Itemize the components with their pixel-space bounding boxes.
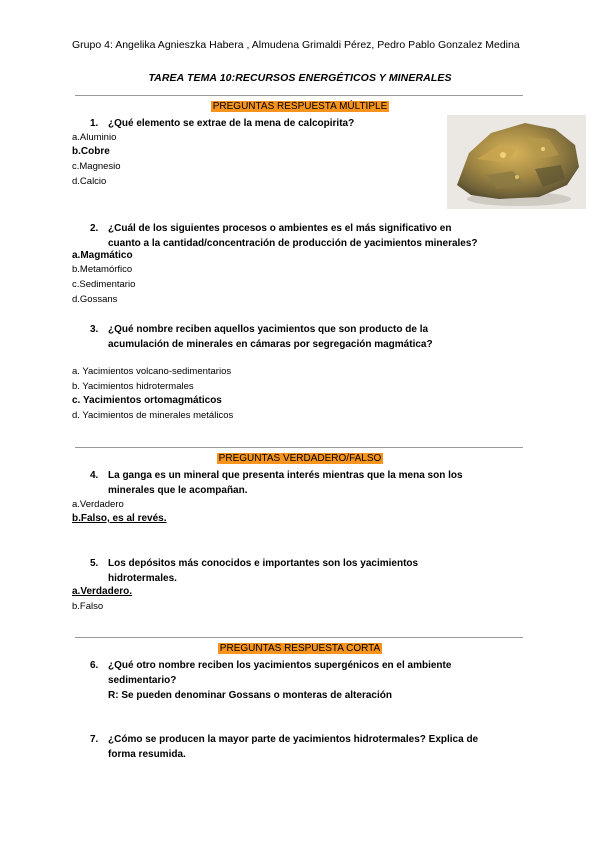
section-heading-multiple-choice xyxy=(0,101,600,112)
answer-option-correct: b.Cobre xyxy=(72,146,110,157)
question-text-line: ¿Cómo se producen la mayor parte de yacimientos hidrotermales? Explica de xyxy=(108,734,479,745)
answer-option: d. Yacimientos de minerales metálicos xyxy=(72,410,234,421)
divider xyxy=(75,637,523,638)
answer-option: b.Falso xyxy=(72,601,104,612)
question-text xyxy=(108,556,418,586)
question-number: 3. xyxy=(90,324,99,335)
answer-option: b. Yacimientos hidrotermales xyxy=(72,381,194,392)
question-number: 2. xyxy=(90,223,99,234)
answer-option: a.Aluminio xyxy=(72,132,117,143)
question-text-line: La ganga es un mineral que presenta interés mientras que la mena son los xyxy=(108,470,463,481)
question-number: 1. xyxy=(90,118,99,129)
divider xyxy=(75,447,523,448)
section-heading-label: PREGUNTAS RESPUESTA MÚLTIPLE xyxy=(212,101,388,112)
question-text-line: cuanto a la cantidad/concentración de producción de yacimientos minerales? xyxy=(108,238,478,249)
answer-option: c.Magnesio xyxy=(72,161,121,172)
question-text xyxy=(108,658,451,703)
question-text xyxy=(108,468,463,498)
question-text: ¿Qué elemento se extrae de la mena de calcopirita? xyxy=(108,118,355,129)
question-text-line: ¿Qué otro nombre reciben los yacimientos supergénicos en el ambiente xyxy=(108,660,452,671)
answer-option: a. Yacimientos volcano-sedimentarios xyxy=(72,366,232,377)
section-heading-short-answer xyxy=(0,643,600,654)
document-title: TAREA TEMA 10:RECURSOS ENERGÉTICOS Y MINERALES xyxy=(148,72,452,84)
answer-option: b.Metamórfico xyxy=(72,264,133,275)
divider xyxy=(75,95,523,96)
question-text xyxy=(108,322,433,352)
question-text-line: minerales que le acompañan. xyxy=(108,485,248,496)
section-heading-true-false xyxy=(0,453,600,464)
answer-option-correct: a.Verdadero. xyxy=(72,586,133,597)
answer-option: d.Calcio xyxy=(72,176,107,187)
answer-option-correct: c. Yacimientos ortomagmáticos xyxy=(72,395,222,406)
question-number: 4. xyxy=(90,470,99,481)
question-number: 6. xyxy=(90,660,99,671)
question-text-line: ¿Cuál de los siguientes procesos o ambientes es el más significativo en xyxy=(108,223,452,234)
mineral-rock-illustration xyxy=(447,115,586,209)
answer-option: a.Verdadero xyxy=(72,499,124,510)
answer-option-correct: a.Magmático xyxy=(72,250,133,261)
answer-option: d.Gossans xyxy=(72,294,118,305)
question-text-line: sedimentario? xyxy=(108,675,177,686)
question-text-line: hidrotermales. xyxy=(108,573,177,584)
short-answer-response: R: Se pueden denominar Gossans o monteras de alteración xyxy=(108,690,392,701)
section-heading-label: PREGUNTAS RESPUESTA CORTA xyxy=(219,643,381,654)
question-text xyxy=(108,221,478,251)
question-number: 5. xyxy=(90,558,99,569)
question-number: 7. xyxy=(90,734,99,745)
answer-option-correct: b.Falso, es al revés. xyxy=(72,513,167,524)
chalcopyrite-photo xyxy=(447,115,586,209)
section-heading-label: PREGUNTAS VERDADERO/FALSO xyxy=(218,453,382,464)
question-text-line: acumulación de minerales en cámaras por segregación magmática? xyxy=(108,339,433,350)
question-text-line: forma resumida. xyxy=(108,749,186,760)
question-text-line: Los depósitos más conocidos e importantes son los yacimientos xyxy=(108,558,419,569)
question-text xyxy=(108,732,478,762)
answer-option: c.Sedimentario xyxy=(72,279,136,290)
authors-line: Grupo 4: Angelika Agnieszka Habera , Almudena Grimaldi Pérez, Pedro Pablo Gonzalez Medina xyxy=(72,39,520,51)
question-text-line: ¿Qué nombre reciben aquellos yacimientos que son producto de la xyxy=(108,324,429,335)
